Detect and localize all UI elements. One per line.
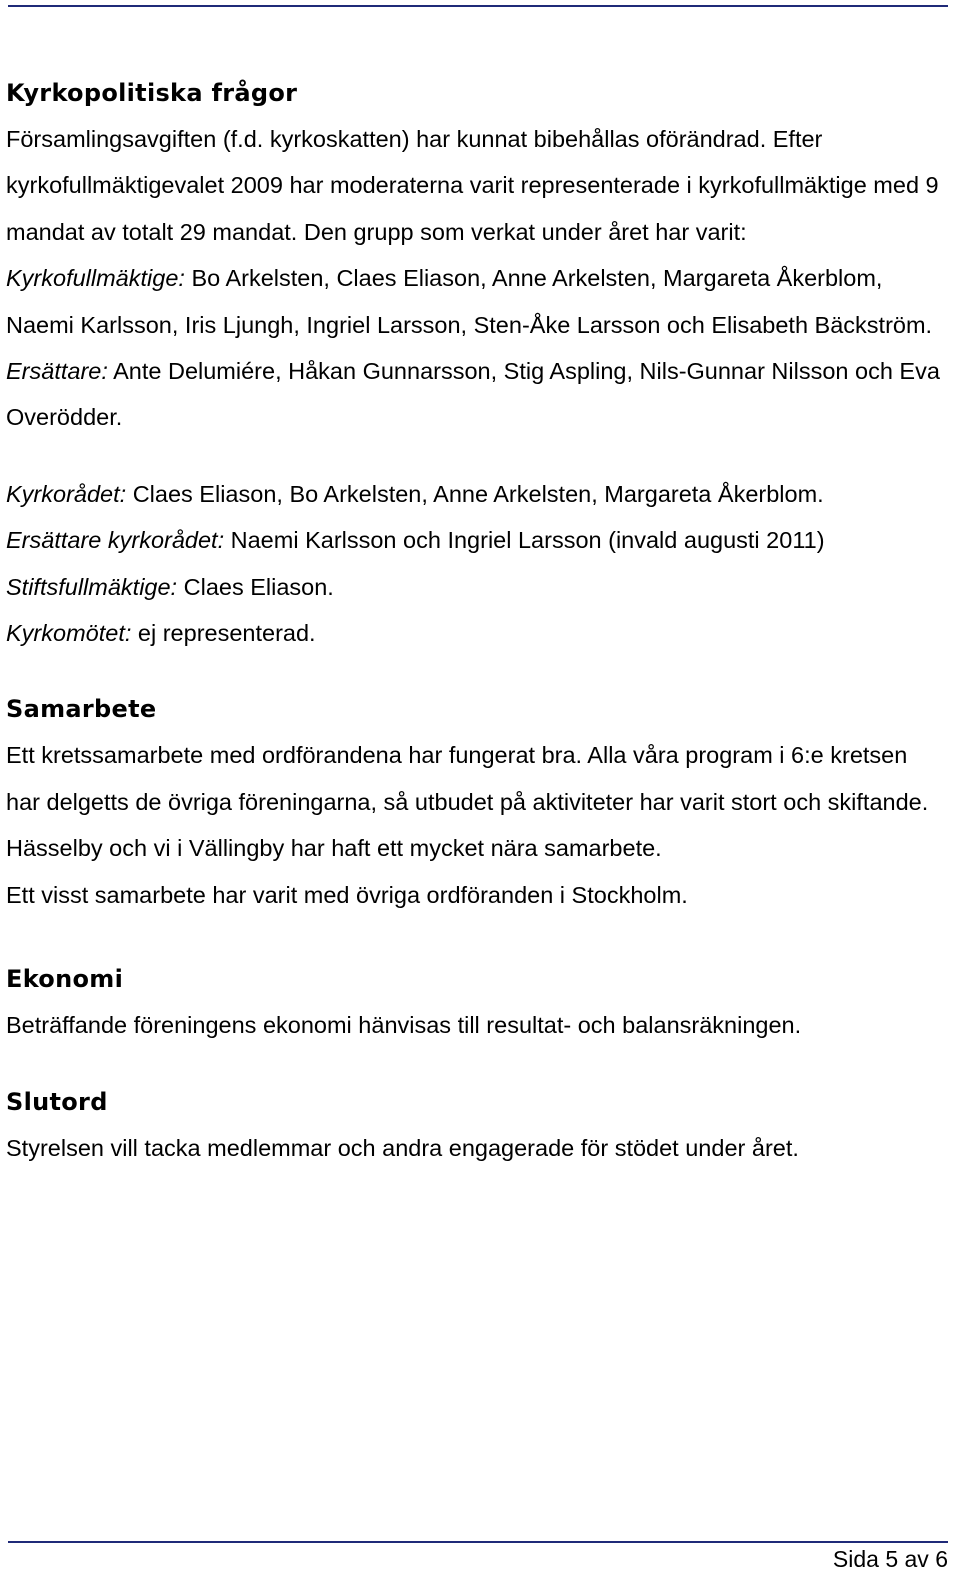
ersattare-paragraph: [6, 348, 946, 441]
document-body: [6, 70, 946, 1171]
kyrkomotet-text: ej representerad.: [131, 620, 316, 647]
kyrkoradet-members: Claes Eliason, Bo Arkelsten, Anne Arkelsten, Margareta Åkerblom.: [126, 480, 824, 507]
kyrkofullmaktige-members: Bo Arkelsten, Claes Eliason, Anne Arkelsten, Margareta Åkerblom, Naemi Karlsson, Iris Ljungh, Ingriel Larsson, Sten-Åke Larsson och Elisabeth Bäckström.: [6, 265, 933, 338]
kyrkofullmaktige-label: Kyrkofullmäktige:: [6, 265, 185, 292]
stiftsfullmaktige-paragraph: [6, 564, 946, 610]
page-number: Sida 5 av 6: [832, 1546, 948, 1572]
heading-samarbete: Samarbete: [6, 695, 157, 724]
ekonomi-paragraph: Beträffande föreningens ekonomi hänvisas till resultat- och balansräkningen.: [6, 1012, 802, 1039]
stiftsfullmaktige-label: Stiftsfullmäktige:: [6, 573, 178, 600]
kyrkoradet-label: Kyrkorådet:: [6, 480, 127, 507]
kyrkomotet-label: Kyrkomötet:: [6, 620, 132, 647]
kyrkofullmaktige-paragraph: [6, 255, 946, 348]
heading-slutord: Slutord: [6, 1087, 108, 1116]
kyrkomotet-paragraph: [6, 610, 946, 656]
ersattare-kyrkoradet-label: Ersättare kyrkorådet:: [6, 527, 225, 554]
samarbete-paragraph-1: Ett kretssamarbete med ordförandena har fungerat bra. Alla våra program i 6:e kretsen har delgetts de övriga föreningarna, så utbudet på aktiviteter har varit stort och skiftande. Hässelby och vi i Vällingby har haft ett mycket nära samarbete.: [6, 742, 929, 862]
samarbete-paragraph-2: Ett visst samarbete har varit med övriga ordföranden i Stockholm.: [6, 881, 688, 908]
ersattare-kyrkoradet-paragraph: [6, 517, 946, 563]
kyrko-intro-paragraph: Församlingsavgiften (f.d. kyrkoskatten) har kunnat bibehållas oförändrad. Efter kyrkofullmäktigevalet 2009 har moderaterna varit representerade i kyrkofullmäktige med 9 mandat av totalt 29 mandat. Den grupp som verkat under året har varit:: [6, 126, 939, 245]
ersattare-members: Ante Delumiére, Håkan Gunnarsson, Stig Aspling, Nils-Gunnar Nilsson och Eva Overödder.: [6, 358, 940, 431]
header-rule: [8, 5, 948, 7]
stiftsfullmaktige-members: Claes Eliason.: [177, 573, 334, 600]
ersattare-label: Ersättare:: [6, 358, 108, 385]
heading-kyrkopolitiska: Kyrkopolitiska frågor: [6, 79, 298, 107]
heading-ekonomi: Ekonomi: [6, 965, 124, 994]
footer-rule: [8, 1541, 948, 1543]
slutord-paragraph: Styrelsen vill tacka medlemmar och andra engagerade för stödet under året.: [6, 1134, 799, 1161]
kyrkoradet-paragraph: [6, 471, 946, 517]
ersattare-kyrkoradet-members: Naemi Karlsson och Ingriel Larsson (invald augusti 2011): [224, 527, 825, 554]
